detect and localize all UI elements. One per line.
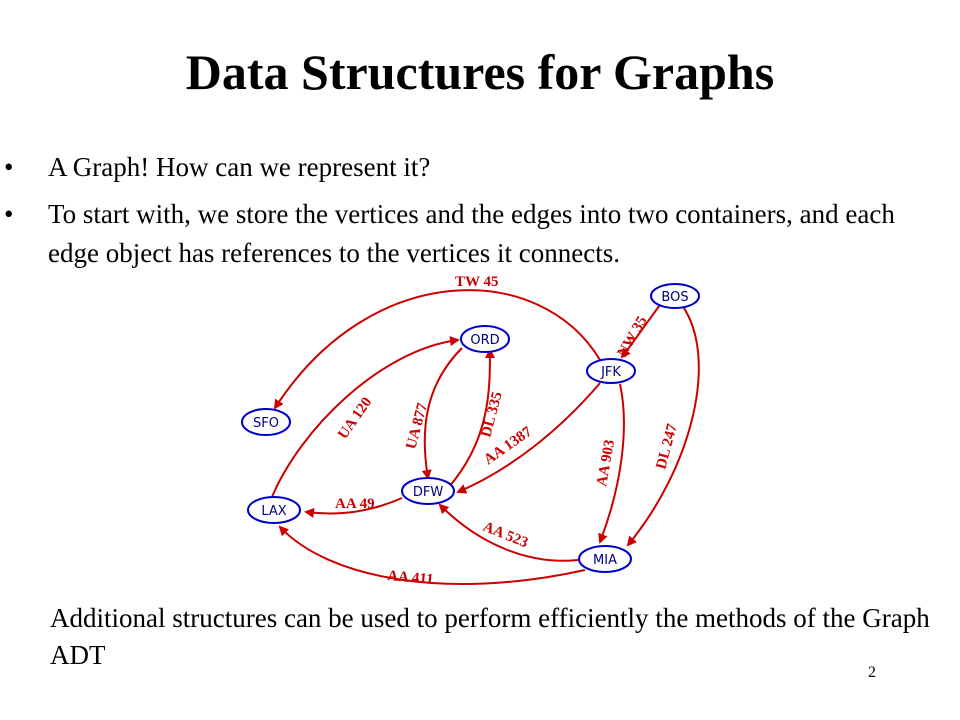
edge-label-aa523: AA 523	[480, 518, 531, 552]
vertex-label-ord: ORD	[470, 333, 500, 348]
vertex-dfw	[402, 478, 454, 504]
edge-label-dl335: DL 335	[478, 390, 506, 440]
vertex-bos	[651, 284, 699, 308]
vertex-label-jfk: JFK	[601, 365, 621, 380]
page-number: 2	[868, 664, 876, 681]
bullet-symbol: •	[4, 152, 14, 182]
slide-title: Data Structures for Graphs	[185, 44, 775, 100]
vertex-label-mia: MIA	[593, 553, 617, 568]
edge-label-aa411: AA 411	[386, 568, 435, 589]
edge-label-ua877: UA 877	[403, 401, 432, 452]
vertex-lax	[248, 497, 300, 523]
edge-ua120	[272, 340, 458, 497]
edge-label-aa903: AA 903	[594, 438, 619, 488]
vertex-label-bos: BOS	[661, 290, 689, 305]
vertex-mia	[579, 546, 631, 572]
footer-note: Additional structures can be used to perform efficiently the methods of the Graph ADT	[50, 603, 930, 670]
vertex-sfo	[242, 409, 290, 435]
vertex-ord	[461, 326, 509, 352]
vertex-label-dfw: DFW	[412, 485, 444, 500]
vertex-jfk	[587, 359, 635, 383]
bullet-text: To start with, we store the vertices and the edges into two containers, and each edge object has references to the vertices it connects.	[48, 199, 895, 268]
bullet-symbol: •	[4, 199, 14, 229]
vertex-label-sfo: SFO	[253, 416, 279, 431]
vertex-label-lax: LAX	[261, 504, 287, 519]
edge-label-aa49: AA 49	[335, 496, 375, 512]
edge-label-nw35: NW 35	[614, 313, 651, 360]
bullet-text: A Graph! How can we represent it?	[48, 152, 431, 182]
edge-label-ua120: UA 120	[335, 394, 376, 443]
edge-label-tw45: TW 45	[455, 274, 499, 290]
edge-ua877	[425, 348, 462, 478]
edge-label-dl247: DL 247	[653, 422, 681, 472]
edge-label-aa1387: AA 1387	[481, 423, 536, 469]
edge-tw45	[275, 290, 600, 408]
